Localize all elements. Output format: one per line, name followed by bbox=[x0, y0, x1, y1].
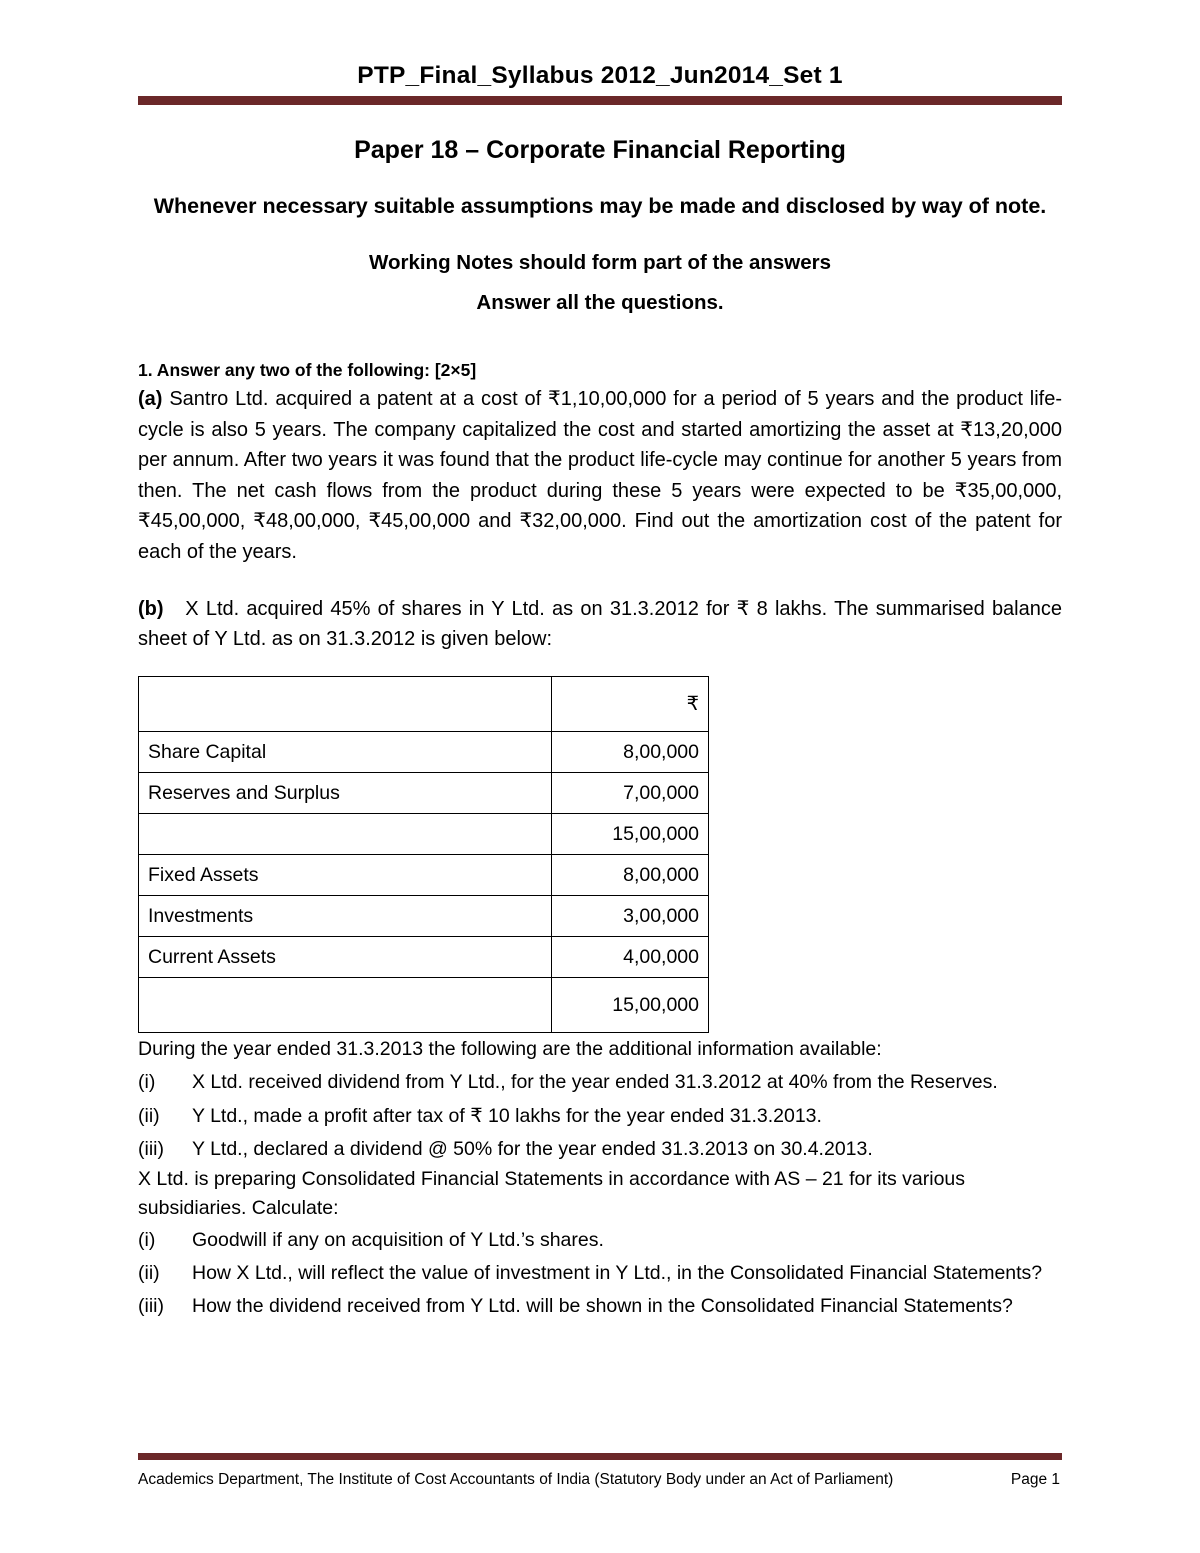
list-item-text: X Ltd. received dividend from Y Ltd., for the year ended 31.3.2012 at 40% from the Reserves. bbox=[192, 1071, 998, 1094]
page-header bbox=[138, 0, 1062, 105]
table-cell-amount: 4,00,000 bbox=[552, 936, 709, 977]
question-1b-label: (b) bbox=[138, 597, 164, 620]
table-row bbox=[139, 854, 709, 895]
table-cell-label bbox=[139, 977, 552, 1032]
list-item bbox=[138, 1259, 1062, 1289]
table-currency-header: ₹ bbox=[552, 676, 709, 731]
list-item bbox=[138, 1068, 1062, 1098]
list-item-text: Goodwill if any on acquisition of Y Ltd.’s shares. bbox=[192, 1229, 604, 1252]
consolidation-line-1: X Ltd. is preparing Consolidated Financial Statements in accordance with AS – 21 for its various bbox=[138, 1167, 966, 1190]
table-cell-label bbox=[139, 676, 552, 731]
table-row bbox=[139, 895, 709, 936]
assumption-note: Whenever necessary suitable assumptions may be made and disclosed by way of note. bbox=[153, 194, 1047, 219]
table-cell-amount: 15,00,000 bbox=[552, 977, 709, 1032]
question-1-heading: 1. Answer any two of the following: [2×5] bbox=[138, 359, 477, 380]
footer-page-number: Page 1 bbox=[1010, 1471, 1060, 1489]
list-item bbox=[138, 1135, 1062, 1165]
calculate-list bbox=[138, 1226, 1062, 1321]
table-cell-label: Share Capital bbox=[139, 731, 552, 772]
table-cell-label: Investments bbox=[139, 895, 552, 936]
footer-institution: Academics Department, The Institute of Cost Accountants of India (Statutory Body under an Act of Parliament) bbox=[138, 1471, 894, 1489]
footer-row bbox=[138, 1469, 1062, 1491]
table-cell-label: Reserves and Surplus bbox=[139, 772, 552, 813]
balance-sheet-body bbox=[139, 676, 709, 1032]
table-row bbox=[139, 936, 709, 977]
table-cell-amount: 8,00,000 bbox=[552, 854, 709, 895]
table-row-total bbox=[139, 977, 709, 1032]
list-item-text: How X Ltd., will reflect the value of investment in Y Ltd., in the Consolidated Financial Statements? bbox=[192, 1262, 1043, 1285]
table-cell-amount: 15,00,000 bbox=[552, 813, 709, 854]
question-1a-paragraph bbox=[138, 384, 1062, 568]
running-head: PTP_Final_Syllabus 2012_Jun2014_Set 1 bbox=[357, 62, 843, 89]
list-item-marker: (iii) bbox=[138, 1294, 164, 1317]
list-item-marker: (ii) bbox=[138, 1262, 160, 1285]
footer-rule bbox=[138, 1453, 1062, 1460]
table-cell-label: Current Assets bbox=[139, 936, 552, 977]
additional-info-intro: During the year ended 31.3.2013 the following are the additional information available: bbox=[138, 1037, 882, 1060]
additional-info-list bbox=[138, 1068, 1062, 1165]
list-item-text: Y Ltd., made a profit after tax of ₹ 10 lakhs for the year ended 31.3.2013. bbox=[192, 1104, 822, 1127]
table-row-subtotal bbox=[139, 813, 709, 854]
list-item bbox=[138, 1292, 1062, 1322]
question-1a-text: Santro Ltd. acquired a patent at a cost of ₹1,10,00,000 for a period of 5 years and the product life-cycle is also 5 years. The company capitalized the cost and started amortizing the asset at ₹13,20,000 per annum. After two years it was found that the product life-cycle may continue for another 5 years from then. The net cash flows from the product during these 5 years were expected to be ₹35,00,000, ₹45,00,000, ₹48,00,000, ₹45,00,000 and ₹32,00,000. Find out the amortization cost of the patent for each of the years. bbox=[138, 388, 1062, 564]
consolidation-line-2: subsidiaries. Calculate: bbox=[138, 1197, 339, 1220]
question-1b-intro: X Ltd. acquired 45% of shares in Y Ltd. as on 31.3.2012 for ₹ 8 lakhs. The summarised balance sheet of Y Ltd. as on 31.3.2012 is given below: bbox=[138, 597, 1062, 651]
question-1b-paragraph bbox=[138, 594, 1062, 655]
table-cell-label: Fixed Assets bbox=[139, 854, 552, 895]
table-cell-amount: 7,00,000 bbox=[552, 772, 709, 813]
table-row bbox=[139, 772, 709, 813]
table-cell-label bbox=[139, 813, 552, 854]
list-item-marker: (ii) bbox=[138, 1104, 160, 1127]
list-item-marker: (i) bbox=[138, 1071, 156, 1094]
page-title: Paper 18 – Corporate Financial Reporting bbox=[354, 136, 846, 165]
question-1a-label: (a) bbox=[138, 388, 163, 411]
list-item-text: Y Ltd., declared a dividend @ 50% for the year ended 31.3.2013 on 30.4.2013. bbox=[192, 1138, 873, 1161]
list-item-marker: (iii) bbox=[138, 1138, 164, 1161]
header-rule bbox=[138, 96, 1062, 105]
page-footer bbox=[138, 1453, 1062, 1491]
table-cell-amount: 3,00,000 bbox=[552, 895, 709, 936]
table-row bbox=[139, 731, 709, 772]
list-item bbox=[138, 1226, 1062, 1256]
list-item-text: How the dividend received from Y Ltd. will be shown in the Consolidated Financial Statements? bbox=[192, 1294, 1013, 1317]
list-item-marker: (i) bbox=[138, 1229, 156, 1252]
answer-all-note: Answer all the questions. bbox=[476, 290, 724, 314]
table-row-header bbox=[139, 676, 709, 731]
table-cell-amount: 8,00,000 bbox=[552, 731, 709, 772]
working-notes-note: Working Notes should form part of the answers bbox=[368, 251, 832, 275]
list-item bbox=[138, 1102, 1062, 1132]
balance-sheet-table bbox=[138, 676, 709, 1033]
